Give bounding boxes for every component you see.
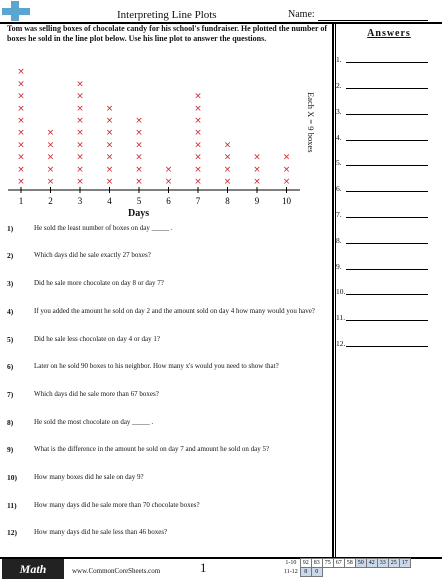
plot-mark: × — [17, 67, 25, 78]
answer-field[interactable] — [346, 294, 428, 295]
page-number: 1 — [200, 560, 207, 575]
x-tick-label: 1 — [18, 196, 24, 206]
question-text: If you added the amount he sold on day 2 and the amount sold on day 4 how many would you have? — [34, 307, 315, 315]
plot-mark: × — [17, 79, 25, 90]
page-title: Interpreting Line Plots — [117, 9, 217, 21]
answer-label: 5. — [336, 158, 342, 167]
question-number: 11) — [7, 501, 17, 510]
answer-field[interactable] — [346, 114, 428, 115]
question-number: 12) — [7, 528, 17, 537]
answer-field[interactable] — [346, 191, 428, 192]
line-plot — [0, 60, 330, 210]
answer-11 — [336, 313, 345, 322]
answer-8 — [336, 236, 342, 245]
plot-mark: × — [253, 164, 261, 175]
plot-mark: × — [223, 152, 232, 163]
answer-2 — [336, 81, 342, 90]
answer-6 — [336, 184, 342, 193]
answer-10 — [336, 287, 345, 296]
answer-field[interactable] — [346, 165, 428, 166]
x-tick-label: 8 — [225, 196, 230, 206]
x-tick-label: 6 — [166, 196, 171, 206]
question-text: How many days did he sale more than 70 chocolate boxes? — [34, 501, 200, 509]
x-tick-label: 4 — [107, 196, 112, 206]
answer-label: 6. — [336, 184, 342, 193]
math-logo-icon — [2, 1, 30, 21]
plot-mark: × — [194, 140, 202, 151]
plot-mark: × — [223, 177, 232, 187]
answer-3 — [336, 107, 342, 116]
plot-mark: × — [282, 152, 291, 163]
score-row-1 — [282, 559, 410, 568]
answer-field[interactable] — [346, 217, 428, 218]
answer-field[interactable] — [346, 320, 428, 321]
intro-text: Tom was selling boxes of chocolate candy for his school's fundraiser. He plotted the number of boxes he sold in the line plot below. Use his line plot to answer the questions. — [7, 24, 328, 43]
plot-mark: × — [223, 140, 232, 151]
plot-mark: × — [194, 177, 202, 187]
answer-7 — [336, 210, 342, 219]
plot-mark: × — [76, 140, 84, 151]
plot-mark: × — [135, 164, 143, 175]
score-cell: 8 — [300, 568, 311, 577]
score-cell: 58 — [344, 559, 355, 568]
score-cell: 17 — [399, 559, 410, 568]
question-number: 3) — [7, 279, 14, 288]
score-cell: 75 — [322, 559, 333, 568]
plot-mark: × — [46, 164, 55, 175]
name-field[interactable] — [318, 20, 428, 21]
question-text: How many days did he sale less than 46 boxes? — [34, 528, 168, 536]
question-number: 9) — [7, 445, 14, 454]
plot-mark: × — [46, 128, 55, 139]
plot-mark: × — [253, 152, 261, 163]
score-cell: 83 — [311, 559, 322, 568]
score-cell: 42 — [366, 559, 377, 568]
x-axis-title: Days — [128, 208, 150, 219]
score-table — [282, 558, 411, 577]
answer-field[interactable] — [346, 346, 428, 347]
x-tick-label: 3 — [77, 196, 83, 206]
x-tick-label: 2 — [48, 196, 53, 206]
plot-mark: × — [17, 152, 25, 163]
site-url: www.CommonCoreSheets.com — [72, 567, 161, 575]
answer-9 — [336, 262, 342, 271]
answer-label: 10. — [336, 287, 346, 296]
answer-field[interactable] — [346, 88, 428, 89]
x-tick-label: 10 — [282, 196, 291, 206]
question-number: 2) — [7, 251, 14, 260]
plot-mark: × — [17, 164, 25, 175]
plot-mark: × — [76, 91, 84, 102]
answer-field[interactable] — [346, 62, 428, 63]
answer-label: 9. — [336, 262, 342, 271]
plot-mark: × — [46, 140, 55, 151]
answer-label: 11. — [336, 313, 346, 322]
answer-4 — [336, 133, 342, 142]
answer-12 — [336, 339, 345, 348]
plot-mark: × — [76, 128, 84, 139]
score-row-2 — [282, 568, 410, 577]
plot-mark: × — [105, 128, 114, 139]
answer-label: 12. — [336, 339, 346, 348]
plot-mark: × — [135, 152, 143, 163]
plot-mark: × — [194, 128, 202, 139]
plot-mark: × — [194, 164, 202, 175]
plot-mark: × — [17, 116, 25, 126]
plot-mark: × — [105, 177, 114, 187]
plot-mark: × — [194, 116, 202, 126]
plot-legend: Each X = 9 boxes — [306, 92, 316, 153]
answer-label: 2. — [336, 81, 342, 90]
plot-mark: × — [194, 152, 202, 163]
question-text: He sold the most chocolate on day _____ . — [34, 418, 154, 426]
answer-5 — [336, 158, 342, 167]
plot-mark: × — [194, 103, 202, 114]
answers-title: Answers — [367, 28, 411, 39]
score-row-label: 1-10 — [285, 560, 297, 566]
plot-mark: × — [17, 91, 25, 102]
question-text: Which days did he sale exactly 27 boxes? — [34, 251, 151, 259]
plot-mark: × — [17, 177, 25, 187]
plot-mark: × — [164, 164, 173, 175]
question-number: 10) — [7, 473, 17, 482]
score-cell: 92 — [300, 559, 311, 568]
score-cell: 67 — [333, 559, 344, 568]
plot-mark: × — [76, 152, 84, 163]
score-cell: 50 — [355, 559, 366, 568]
question-number: 6) — [7, 362, 14, 371]
plot-mark: × — [282, 177, 291, 187]
x-tick-label: 5 — [136, 196, 142, 206]
plot-mark: × — [135, 140, 143, 151]
plot-mark: × — [135, 177, 143, 187]
score-cell: 33 — [377, 559, 388, 568]
question-text: What is the difference in the amount he sold on day 7 and amount he sold on day 5? — [34, 445, 270, 453]
plot-mark: × — [105, 140, 114, 151]
answer-field[interactable] — [346, 269, 428, 270]
plot-mark: × — [223, 164, 232, 175]
answer-label: 3. — [336, 107, 342, 116]
plot-mark: × — [76, 164, 84, 175]
plot-mark: × — [76, 116, 84, 126]
x-tick-label: 9 — [254, 196, 260, 206]
question-text: How many boxes did he sale on day 9? — [34, 473, 144, 481]
plot-mark: × — [105, 116, 114, 126]
question-text: Did he sale more chocolate on day 8 or day 7? — [34, 279, 164, 287]
plot-mark: × — [194, 91, 202, 102]
plot-mark: × — [135, 128, 143, 139]
plot-mark: × — [17, 140, 25, 151]
question-text: Did he sale less chocolate on day 4 or day 1? — [34, 335, 160, 343]
plot-mark: × — [46, 177, 55, 187]
score-cell: 0 — [311, 568, 322, 577]
plot-mark: × — [17, 128, 25, 139]
plot-mark: × — [76, 103, 84, 114]
answer-label: 7. — [336, 210, 342, 219]
answer-field[interactable] — [346, 140, 428, 141]
question-text: Which days did he sale more than 67 boxes? — [34, 390, 159, 398]
answer-label: 8. — [336, 236, 342, 245]
answer-label: 4. — [336, 133, 342, 142]
plot-mark: × — [76, 79, 84, 90]
plot-mark: × — [164, 177, 173, 187]
question-number: 4) — [7, 307, 14, 316]
question-text: He sold the least number of boxes on day _____ . — [34, 224, 173, 232]
score-cell: 25 — [388, 559, 399, 568]
x-tick-label: 7 — [195, 196, 201, 206]
question-number: 8) — [7, 418, 14, 427]
name-label: Name: — [288, 9, 315, 20]
plot-mark: × — [282, 164, 291, 175]
question-number: 7) — [7, 390, 14, 399]
answer-label: 1. — [336, 55, 342, 64]
plot-mark: × — [46, 152, 55, 163]
column-divider — [332, 22, 334, 557]
question-text: Later on he sold 90 boxes to his neighbor. How many x's would you need to show that? — [34, 362, 279, 370]
answer-1 — [336, 55, 342, 64]
plot-mark: × — [105, 103, 114, 114]
plot-mark: × — [105, 164, 114, 175]
plot-mark: × — [105, 152, 114, 163]
question-number: 5) — [7, 335, 14, 344]
answer-field[interactable] — [346, 243, 428, 244]
plot-mark: × — [17, 103, 25, 114]
score-row-label: 11-12 — [284, 569, 298, 575]
plot-mark: × — [76, 177, 84, 187]
brand-badge: Math — [2, 559, 64, 579]
plot-mark: × — [135, 116, 143, 126]
plot-mark: × — [253, 177, 261, 187]
question-number: 1) — [7, 224, 14, 233]
